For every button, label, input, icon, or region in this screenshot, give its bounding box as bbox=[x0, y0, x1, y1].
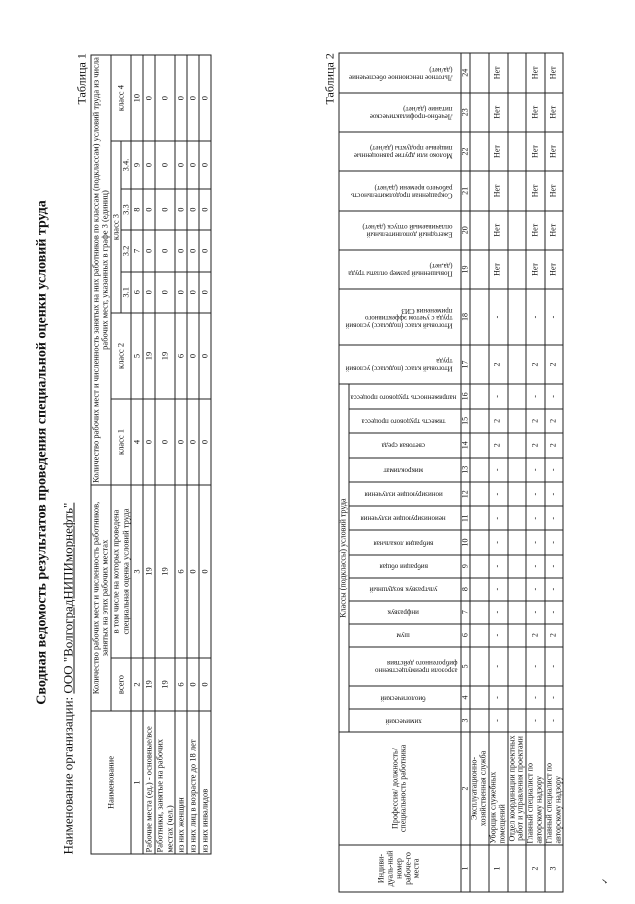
factor-label: Лечебно-профилактическое питание (да/нет) bbox=[369, 104, 452, 121]
factor-label: Молоко или другие равноценные пищевые продукты (да/нет) bbox=[353, 144, 452, 160]
cell-value: 0 bbox=[175, 230, 187, 271]
factor-header bbox=[348, 506, 460, 530]
cell-value: Нет bbox=[488, 92, 507, 131]
col-number: 8 bbox=[131, 188, 143, 229]
section-row bbox=[470, 53, 489, 892]
cell-value: 19 bbox=[155, 658, 175, 711]
factor-header bbox=[339, 53, 461, 93]
cell-value: - bbox=[526, 646, 545, 685]
col-total: всего bbox=[110, 658, 131, 711]
table-row bbox=[544, 53, 563, 892]
cell-value: 0 bbox=[199, 658, 211, 711]
cell-value: 19 bbox=[155, 485, 175, 658]
col-number: 17 bbox=[460, 344, 470, 383]
workplace-number: 2 bbox=[526, 845, 545, 892]
col-number: 24 bbox=[460, 53, 470, 93]
col-incl: в том числе на которых проведена специальная оценка условий труда bbox=[110, 485, 131, 658]
col-class2: класс 2 bbox=[110, 312, 131, 398]
col-number: 11 bbox=[460, 506, 470, 530]
empty-cell bbox=[507, 171, 526, 210]
summary-table bbox=[90, 54, 211, 854]
cell-value: - bbox=[488, 646, 507, 685]
cell-value: Нет bbox=[526, 131, 545, 170]
table2-caption: Таблица 2 bbox=[322, 52, 336, 104]
factor-label: шум bbox=[396, 631, 410, 640]
cell-value: 0 bbox=[143, 55, 155, 141]
empty-cell bbox=[470, 408, 489, 432]
cell-value: Нет bbox=[544, 249, 563, 288]
cell-value: - bbox=[526, 457, 545, 481]
table-row bbox=[199, 55, 211, 854]
table-row bbox=[155, 55, 175, 854]
col-number: 7 bbox=[131, 230, 143, 271]
factor-label: химический bbox=[384, 716, 421, 725]
section-name: Эксплуатационно-хозяйственная служба bbox=[470, 732, 489, 845]
org-label: Наименование организации: bbox=[60, 696, 75, 854]
col-number: 13 bbox=[460, 457, 470, 481]
factor-header bbox=[339, 171, 461, 210]
table-row bbox=[526, 53, 545, 892]
section-name: Отдел координации проектных работ и управления проектами bbox=[507, 732, 526, 845]
empty-cell bbox=[470, 289, 489, 345]
factor-label: ионизирующие излучения bbox=[363, 490, 442, 499]
cell-value: - bbox=[544, 709, 563, 732]
section-row bbox=[507, 53, 526, 892]
col-class4: класс 4 bbox=[110, 55, 131, 141]
col-number: 2 bbox=[460, 732, 470, 845]
col-32: 3.2 bbox=[121, 230, 131, 271]
cell-value: - bbox=[488, 289, 507, 345]
col-number: 18 bbox=[460, 289, 470, 345]
col-number: 22 bbox=[460, 131, 470, 170]
factor-header bbox=[339, 131, 461, 170]
empty-cell bbox=[470, 506, 489, 530]
factor-label: неионизирующие излучения bbox=[360, 514, 446, 523]
section-spacer bbox=[507, 845, 526, 892]
cell-value: - bbox=[526, 289, 545, 345]
cell-value: 0 bbox=[155, 55, 175, 141]
cell-value: Нет bbox=[526, 53, 545, 93]
section-spacer bbox=[470, 845, 489, 892]
col-number: 23 bbox=[460, 92, 470, 131]
factor-header bbox=[348, 623, 460, 646]
col-number: 14 bbox=[460, 433, 470, 457]
col-number: 5 bbox=[131, 312, 143, 398]
cell-value: - bbox=[544, 686, 563, 709]
cell-value: 19 bbox=[143, 485, 155, 658]
factor-label: вибрация общая bbox=[378, 562, 428, 571]
workplace-number: 1 bbox=[488, 845, 507, 892]
col-number: 7 bbox=[460, 600, 470, 623]
col-count-header: Количество рабочих мест и численность работников, занятых на этих рабочих местах bbox=[91, 485, 111, 711]
cell-value: - bbox=[526, 686, 545, 709]
empty-cell bbox=[470, 623, 489, 646]
workplaces-table bbox=[338, 52, 563, 892]
cell-value: - bbox=[488, 530, 507, 554]
cell-value: 0 bbox=[187, 312, 199, 398]
empty-cell bbox=[470, 481, 489, 505]
cell-value: 0 bbox=[155, 271, 175, 312]
cell-value: 2 bbox=[488, 433, 507, 457]
cell-value: 0 bbox=[143, 188, 155, 229]
cell-value: - bbox=[544, 457, 563, 481]
organization-line bbox=[60, 502, 76, 854]
cell-value: 2 bbox=[544, 623, 563, 646]
cell-value: - bbox=[544, 646, 563, 685]
col-number: 5 bbox=[460, 646, 470, 685]
cell-value: Нет bbox=[544, 92, 563, 131]
row-name: Работники, занятые на рабочих местах (чел.) bbox=[155, 711, 175, 854]
cell-value: - bbox=[526, 384, 545, 408]
cell-value: 0 bbox=[155, 188, 175, 229]
factor-header bbox=[348, 577, 460, 600]
cell-value: Нет bbox=[544, 131, 563, 170]
empty-cell bbox=[507, 686, 526, 709]
factor-header bbox=[339, 344, 461, 383]
table-row bbox=[143, 55, 155, 854]
cell-value: 0 bbox=[175, 398, 187, 484]
cell-value: 0 bbox=[155, 398, 175, 484]
profession-name: Главный специалист по авторскому надзору bbox=[544, 732, 563, 845]
col-number: 4 bbox=[131, 398, 143, 484]
cell-value: 0 bbox=[199, 141, 211, 189]
cell-value: 2 bbox=[526, 433, 545, 457]
workplace-number: 3 bbox=[544, 845, 563, 892]
cell-value: 0 bbox=[199, 188, 211, 229]
col-34: 3.4. bbox=[121, 141, 131, 189]
factor-header bbox=[339, 289, 461, 345]
factor-header bbox=[339, 249, 461, 288]
cell-value: 6 bbox=[175, 312, 187, 398]
cell-value: - bbox=[526, 554, 545, 577]
factor-label: биологический bbox=[380, 693, 426, 702]
col-number: 2 bbox=[131, 658, 143, 711]
table-row bbox=[175, 55, 187, 854]
empty-cell bbox=[507, 249, 526, 288]
cell-value: 0 bbox=[175, 141, 187, 189]
factor-header bbox=[348, 530, 460, 554]
document-title: Сводная ведомость результатов проведения специальной оценки условий труда bbox=[34, 199, 49, 705]
cell-value: 0 bbox=[143, 141, 155, 189]
column-numbers bbox=[460, 53, 470, 892]
cell-value: 0 bbox=[175, 55, 187, 141]
cell-value: Нет bbox=[488, 210, 507, 249]
empty-cell bbox=[470, 709, 489, 732]
cell-value: 2 bbox=[544, 344, 563, 383]
cell-value: 0 bbox=[187, 658, 199, 711]
cell-value: - bbox=[544, 577, 563, 600]
factor-label: Итоговый класс (подкласс) условий труда с учетом эффективного применения СИЗ bbox=[345, 305, 452, 329]
cell-value: 0 bbox=[199, 271, 211, 312]
table1-caption: Таблица 1 bbox=[74, 52, 88, 104]
row-name: из них инвалидов bbox=[199, 711, 211, 854]
col-number: 16 bbox=[460, 384, 470, 408]
cell-value: - bbox=[488, 600, 507, 623]
cell-value: Нет bbox=[488, 171, 507, 210]
cell-value: - bbox=[526, 506, 545, 530]
empty-cell bbox=[507, 408, 526, 432]
row-name: Рабочие места (ед.) - основные/все bbox=[143, 711, 155, 854]
cell-value: - bbox=[544, 600, 563, 623]
factor-header bbox=[348, 433, 460, 457]
col-number: 21 bbox=[460, 171, 470, 210]
cell-value: - bbox=[544, 554, 563, 577]
cell-value: - bbox=[544, 530, 563, 554]
cell-value: 2 bbox=[526, 344, 545, 383]
cell-value: 2 bbox=[488, 408, 507, 432]
cell-value: 0 bbox=[199, 485, 211, 658]
factor-header bbox=[348, 686, 460, 709]
factor-label: Сокращенная продолжительность рабочего времени (да/нет) bbox=[350, 183, 452, 199]
col-name-header: Наименование bbox=[91, 711, 131, 854]
empty-cell bbox=[507, 506, 526, 530]
col-number: 19 bbox=[460, 249, 470, 288]
cell-value: Нет bbox=[488, 249, 507, 288]
cell-value: Нет bbox=[544, 171, 563, 210]
col-number: 3 bbox=[131, 485, 143, 658]
cell-value: - bbox=[526, 600, 545, 623]
factor-header bbox=[348, 646, 460, 685]
col-number: 1 bbox=[460, 845, 470, 892]
cell-value: 0 bbox=[155, 141, 175, 189]
factor-label: световая среда bbox=[381, 441, 425, 450]
empty-cell bbox=[507, 131, 526, 170]
empty-cell bbox=[507, 709, 526, 732]
cell-value: 2 bbox=[526, 623, 545, 646]
empty-cell bbox=[470, 457, 489, 481]
cell-value: 0 bbox=[187, 485, 199, 658]
factor-label: аэрозоли преимущественно фиброгенного действия bbox=[374, 658, 457, 675]
factor-label: тяжесть трудового процесса bbox=[360, 417, 445, 426]
col-number: 10 bbox=[460, 530, 470, 554]
empty-cell bbox=[507, 623, 526, 646]
cell-value: Нет bbox=[526, 210, 545, 249]
factor-header bbox=[348, 600, 460, 623]
empty-cell bbox=[470, 686, 489, 709]
cell-value: 0 bbox=[199, 398, 211, 484]
cell-value: - bbox=[544, 506, 563, 530]
col-number: 3 bbox=[460, 709, 470, 732]
cell-value: 0 bbox=[199, 55, 211, 141]
factor-label: Итоговый класс (подкласс) условий труда bbox=[345, 357, 452, 373]
cell-value: 2 bbox=[488, 344, 507, 383]
cell-value: - bbox=[544, 289, 563, 345]
col-prof-header: Профессия/ должность/ специальность работника bbox=[339, 732, 461, 845]
cell-value: - bbox=[488, 506, 507, 530]
empty-cell bbox=[507, 600, 526, 623]
empty-cell bbox=[507, 457, 526, 481]
cell-value: Нет bbox=[526, 249, 545, 288]
cell-value: Нет bbox=[526, 92, 545, 131]
col-number: 10 bbox=[131, 55, 143, 141]
cell-value: 2 bbox=[526, 408, 545, 432]
row-name: из них женщин bbox=[175, 711, 187, 854]
col-number: 9 bbox=[131, 141, 143, 189]
cell-value: - bbox=[488, 554, 507, 577]
factor-label: Льготное пенсионное обеспечение (да/нет) bbox=[348, 65, 452, 81]
cell-value: - bbox=[488, 577, 507, 600]
col-classes-header: Классы (подклассы) условий труда bbox=[339, 384, 349, 732]
cell-value: 0 bbox=[199, 312, 211, 398]
cell-value: 0 bbox=[187, 398, 199, 484]
profession-name: Уборщик служебных помещений bbox=[488, 732, 507, 845]
cell-value: 0 bbox=[187, 188, 199, 229]
cell-value: - bbox=[488, 457, 507, 481]
cell-value: 0 bbox=[143, 230, 155, 271]
cell-value: - bbox=[544, 481, 563, 505]
empty-cell bbox=[507, 530, 526, 554]
col-number: 9 bbox=[460, 554, 470, 577]
cell-value: - bbox=[488, 481, 507, 505]
col-31: 3.1 bbox=[121, 271, 131, 312]
empty-cell bbox=[470, 131, 489, 170]
cell-value: Нет bbox=[544, 53, 563, 93]
empty-cell bbox=[507, 433, 526, 457]
factor-label: Повышенный размер оплаты труда (да,нет) bbox=[347, 262, 452, 278]
cell-value: 0 bbox=[143, 271, 155, 312]
cell-value: Нет bbox=[488, 131, 507, 170]
cell-value: 0 bbox=[187, 230, 199, 271]
empty-cell bbox=[470, 554, 489, 577]
factor-label: микроклимат bbox=[383, 465, 423, 474]
empty-cell bbox=[507, 481, 526, 505]
factor-header bbox=[348, 384, 460, 408]
col-number: 15 bbox=[460, 408, 470, 432]
cell-value: 2 bbox=[544, 408, 563, 432]
cell-value: - bbox=[488, 623, 507, 646]
col-number: 12 bbox=[460, 481, 470, 505]
factor-header bbox=[348, 709, 460, 732]
cell-value: 0 bbox=[199, 230, 211, 271]
factor-label: инфразвук bbox=[387, 608, 419, 617]
col-classes-header: Количество рабочих мест и численность занятых на них работников по классам (подклассам) условий труда из числа рабочих мест, указанных в графе 3 (единиц) bbox=[91, 55, 111, 485]
empty-cell bbox=[470, 384, 489, 408]
cell-value: - bbox=[544, 384, 563, 408]
col-class1: класс 1 bbox=[110, 398, 131, 484]
empty-cell bbox=[470, 577, 489, 600]
empty-cell bbox=[507, 344, 526, 383]
empty-cell bbox=[470, 92, 489, 131]
empty-cell bbox=[470, 646, 489, 685]
empty-cell bbox=[470, 344, 489, 383]
empty-cell bbox=[507, 577, 526, 600]
empty-cell bbox=[470, 530, 489, 554]
cell-value: 0 bbox=[175, 271, 187, 312]
empty-cell bbox=[507, 210, 526, 249]
cell-value: 0 bbox=[175, 188, 187, 229]
cell-value: 2 bbox=[544, 433, 563, 457]
cell-value: - bbox=[526, 481, 545, 505]
empty-cell bbox=[507, 646, 526, 685]
factor-header bbox=[339, 210, 461, 249]
row-name: из них лиц в возрасте до 18 лет bbox=[187, 711, 199, 854]
col-number: 8 bbox=[460, 577, 470, 600]
empty-cell bbox=[507, 92, 526, 131]
factor-header bbox=[348, 408, 460, 432]
cell-value: 0 bbox=[187, 141, 199, 189]
empty-cell bbox=[507, 384, 526, 408]
table-row bbox=[187, 55, 199, 854]
cell-value: - bbox=[488, 686, 507, 709]
column-numbers bbox=[131, 55, 143, 854]
col-33: 3.3 bbox=[121, 188, 131, 229]
empty-cell bbox=[470, 171, 489, 210]
cell-value: - bbox=[488, 384, 507, 408]
factor-label: ультразвук воздушный bbox=[368, 585, 437, 594]
cell-value: - bbox=[526, 530, 545, 554]
margin-mark: ✓ bbox=[600, 877, 609, 884]
empty-cell bbox=[470, 210, 489, 249]
factor-header bbox=[348, 554, 460, 577]
empty-cell bbox=[470, 53, 489, 93]
cell-value: 6 bbox=[175, 658, 187, 711]
cell-value: 0 bbox=[143, 398, 155, 484]
col-number: 20 bbox=[460, 210, 470, 249]
empty-cell bbox=[470, 433, 489, 457]
cell-value: Нет bbox=[544, 210, 563, 249]
factor-header bbox=[339, 92, 461, 131]
empty-cell bbox=[470, 249, 489, 288]
cell-value: 0 bbox=[155, 230, 175, 271]
table-row bbox=[488, 53, 507, 892]
cell-value: 0 bbox=[187, 271, 199, 312]
cell-value: 19 bbox=[143, 312, 155, 398]
empty-cell bbox=[507, 554, 526, 577]
org-name: ООО "ВолгоградНИПИморнефть" bbox=[60, 502, 75, 694]
cell-value: - bbox=[488, 709, 507, 732]
col-number: 6 bbox=[460, 623, 470, 646]
col-idx-header: Индиви-дуаль-ный номер рабоче-го места bbox=[339, 845, 461, 892]
cell-value: 19 bbox=[143, 658, 155, 711]
cell-value: Нет bbox=[488, 53, 507, 93]
cell-value: 0 bbox=[187, 55, 199, 141]
empty-cell bbox=[507, 53, 526, 93]
cell-value: Нет bbox=[526, 171, 545, 210]
col-number: 1 bbox=[131, 711, 143, 854]
factor-header bbox=[348, 457, 460, 481]
factor-label: Ежегодный дополнительный оплачиваемый отпуск (да/нет) bbox=[361, 222, 452, 239]
col-number: 4 bbox=[460, 686, 470, 709]
col-number: 6 bbox=[131, 271, 143, 312]
cell-value: - bbox=[526, 577, 545, 600]
factor-label: напряженность трудового процесса bbox=[349, 392, 456, 401]
col-class3: класс 3 bbox=[110, 141, 120, 313]
cell-value: 6 bbox=[175, 485, 187, 658]
factor-label: вибрация локальная bbox=[372, 538, 433, 547]
cell-value: 19 bbox=[155, 312, 175, 398]
factor-header bbox=[348, 481, 460, 505]
profession-name: Главный специалист по авторскому надзору bbox=[526, 732, 545, 845]
empty-cell bbox=[470, 600, 489, 623]
empty-cell bbox=[507, 289, 526, 345]
cell-value: - bbox=[526, 709, 545, 732]
